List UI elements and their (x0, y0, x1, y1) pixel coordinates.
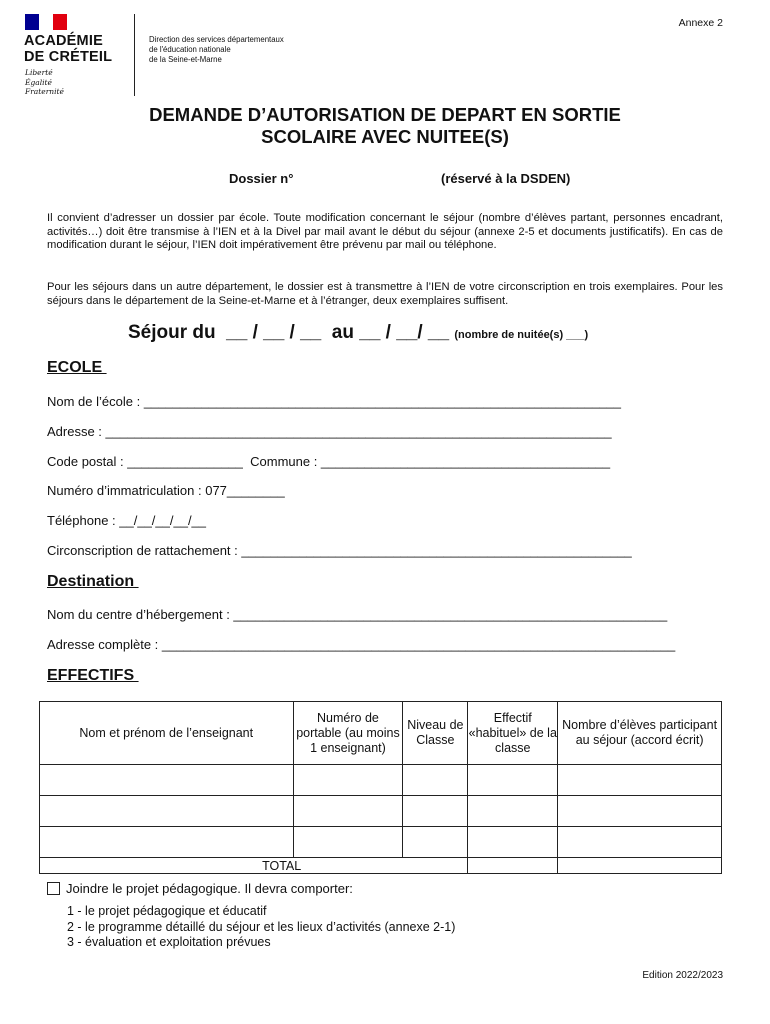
flag-blue (25, 14, 39, 30)
postal-code-commune-field[interactable]: Code postal : ________________ Commune : ________________________________________ (47, 454, 611, 469)
school-address-field[interactable]: Adresse : ______________________________________________________________________ (47, 424, 612, 439)
header-participants: Nombre d’élèves participant au séjour (accord écrit) (558, 702, 722, 765)
table-row (40, 827, 722, 858)
accommodation-name-field[interactable]: Nom du centre d’hébergement : ____________________________________________________________ (47, 607, 668, 622)
direction-line-2: de l'éducation nationale (149, 45, 231, 54)
table-row (40, 796, 722, 827)
republique-flag-logo (25, 14, 67, 30)
dossier-number-label: Dossier n° (229, 171, 294, 186)
table-cell[interactable] (293, 827, 403, 858)
telephone-field[interactable]: Téléphone : __/__/__/__/__ (47, 513, 207, 528)
table-cell[interactable] (40, 765, 294, 796)
list-item: 3 - évaluation et exploitation prévues (67, 935, 271, 949)
total-participants-cell[interactable] (558, 858, 722, 874)
effectifs-table (39, 701, 722, 874)
flag-white (39, 14, 53, 30)
document-title (0, 104, 770, 148)
full-address-field[interactable]: Adresse complète : _______________________________________________________________________ (47, 637, 676, 652)
republic-motto (25, 68, 64, 97)
direction-line-1: Direction des services départementaux (149, 35, 284, 44)
title-line-1: DEMANDE D’AUTORISATION DE DEPART EN SORTIE (149, 104, 621, 125)
table-cell[interactable] (40, 796, 294, 827)
section-ecole-heading: ECOLE (47, 359, 107, 376)
table-cell[interactable] (293, 765, 403, 796)
title-line-2: SCOLAIRE AVEC NUITEE(S) (261, 126, 509, 147)
joindre-checkbox[interactable] (47, 882, 60, 895)
motto-liberte: Liberté (25, 68, 53, 77)
school-name-field[interactable]: Nom de l’école : __________________________________________________________________ (47, 394, 621, 409)
table-cell[interactable] (403, 796, 468, 827)
table-cell[interactable] (558, 765, 722, 796)
table-cell[interactable] (40, 827, 294, 858)
sejour-dates-line[interactable] (128, 322, 588, 344)
academie-line-2: DE CRÉTEIL (24, 49, 113, 65)
list-item: 2 - le programme détaillé du séjour et les lieux d’activités (annexe 2-1) (67, 919, 456, 934)
academie-line-1: ACADÉMIE (24, 33, 103, 49)
motto-fraternite: Fraternité (25, 87, 64, 96)
table-cell[interactable] (293, 796, 403, 827)
table-cell[interactable] (403, 765, 468, 796)
header-divider (134, 14, 135, 96)
table-total-row (40, 858, 722, 874)
total-class-size-cell[interactable] (468, 858, 558, 874)
annex-label: Annexe 2 (678, 17, 723, 29)
motto-egalite: Égalité (25, 77, 52, 87)
header-mobile-number: Numéro de portable (au moins 1 enseignant) (293, 702, 403, 765)
section-effectifs-heading: EFFECTIFS (47, 667, 139, 684)
table-cell[interactable] (468, 796, 558, 827)
total-label: TOTAL (40, 858, 468, 874)
direction-line-3: de la Seine-et-Marne (149, 55, 222, 64)
instructions-paragraph-2: Pour les séjours dans un autre département, le dossier est à transmettre à l’IEN de votre circonscription en trois exemplaires. Pour les séjours dans le département de la Seine-et-Marne et à l’étranger, deux exemplaires suffisent. (47, 281, 723, 307)
table-cell[interactable] (468, 827, 558, 858)
joindre-list (67, 904, 455, 951)
dossier-reserved-note: (réservé à la DSDEN) (441, 171, 571, 186)
instructions-paragraph-1: Il convient d’adresser un dossier par école. Toute modification concernant le séjour (nombre d’élèves partant, personnes encadrant, activités…) doit être transmise à l’IEN et à la Divel par mail avant le début du séjour (annexe 2-5 et documents justificatifs). En cas de modification durant le séjour, l’IEN doit impérativement être prévenu par mail ou téléphone. (47, 212, 723, 251)
direction-block (149, 35, 284, 65)
header-class-size: Effectif «habituel» de la classe (468, 702, 558, 765)
table-cell[interactable] (468, 765, 558, 796)
edition-label: Edition 2022/2023 (642, 970, 723, 981)
table-cell[interactable] (558, 796, 722, 827)
table-row (40, 765, 722, 796)
nights-count-note: (nombre de nuitée(s) ___) (454, 329, 589, 341)
header-teacher-name: Nom et prénom de l’enseignant (40, 702, 294, 765)
academie-name (24, 33, 112, 65)
registration-number-field[interactable]: Numéro d’immatriculation : 077________ (47, 483, 285, 498)
sejour-dates: Séjour du __ / __ / __ au __ / __/ __ (128, 322, 455, 343)
table-cell[interactable] (558, 827, 722, 858)
circonscription-field[interactable]: Circonscription de rattachement : ______________________________________________________ (47, 543, 632, 558)
list-item: 1 - le projet pédagogique et éducatif (67, 904, 267, 918)
flag-red (53, 14, 67, 30)
table-cell[interactable] (403, 827, 468, 858)
section-destination-heading: Destination (47, 573, 139, 590)
joindre-label: Joindre le projet pédagogique. Il devra comporter: (66, 881, 353, 896)
header-class-level: Niveau de Classe (403, 702, 468, 765)
table-header-row (40, 702, 722, 765)
